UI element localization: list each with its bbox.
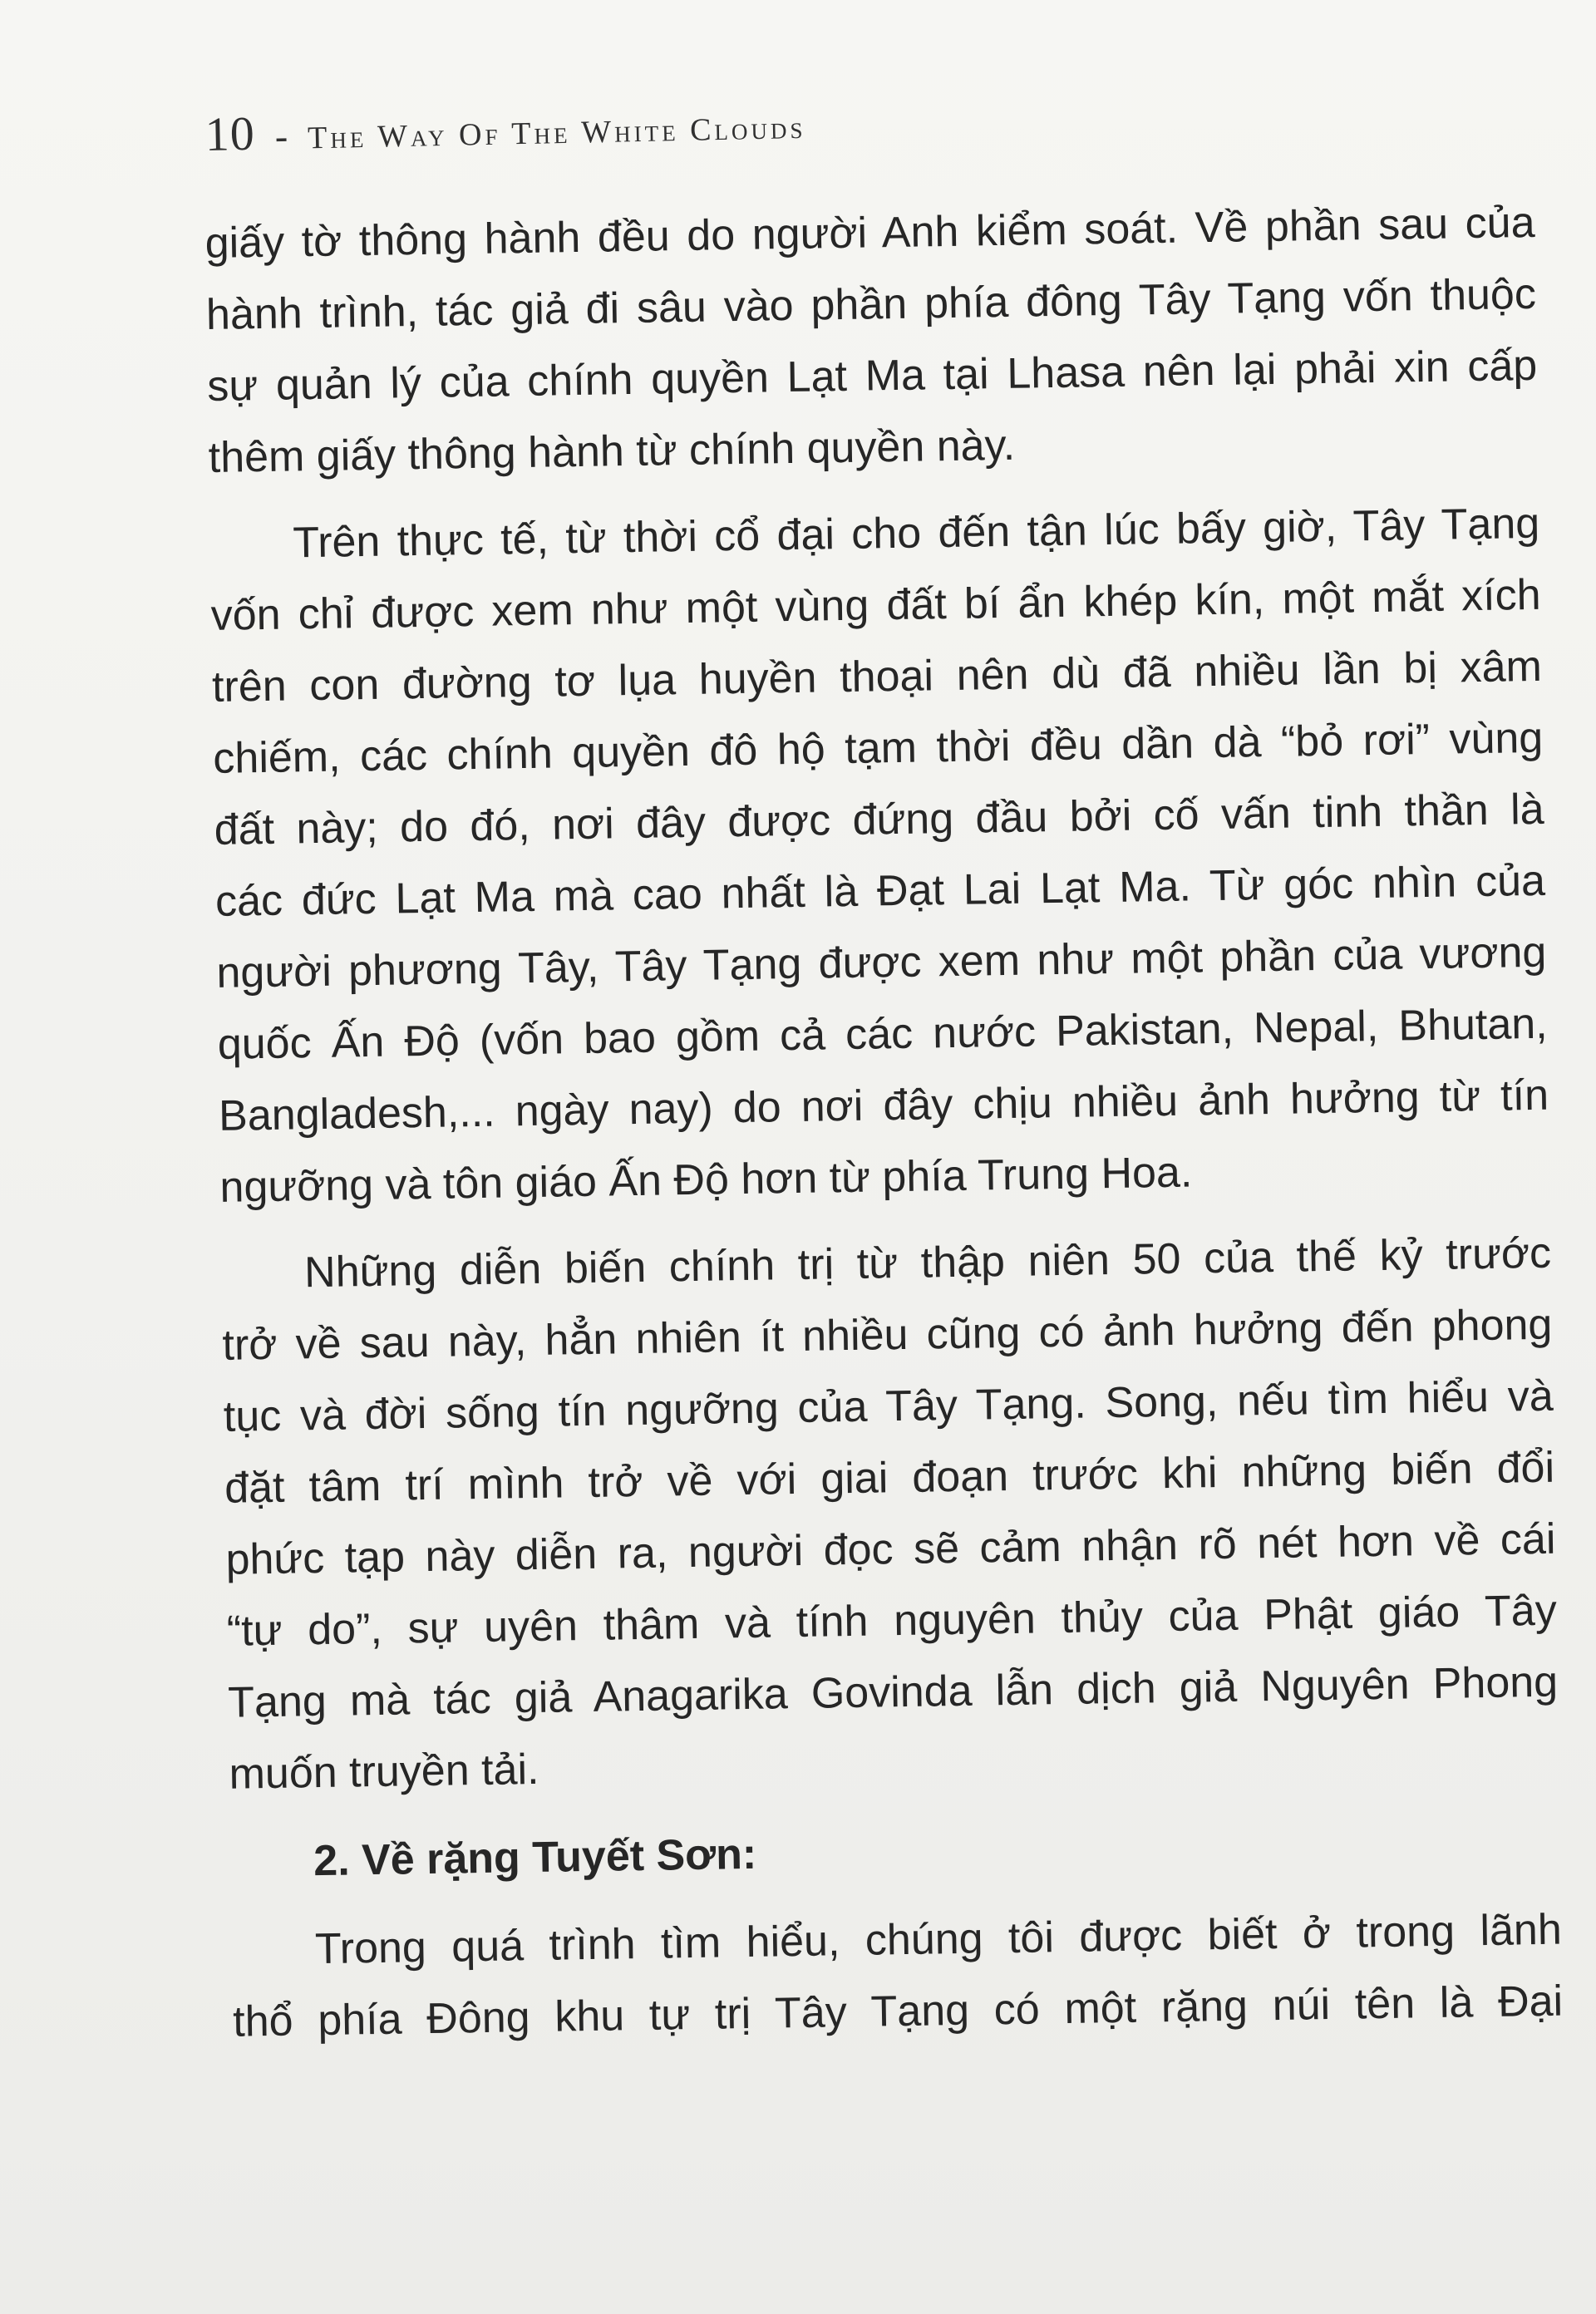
text-line: chiếm, các chính quyền đô hộ tạm thời đều dần dà “bỏ rơi” vùng	[212, 713, 1544, 783]
running-head-separator: -	[274, 114, 288, 158]
text-line: thổ phía Đông khu tự trị Tây Tạng có một rặng núi tên là Đại	[232, 1977, 1564, 2046]
text-line: ngưỡng và tôn giáo Ấn Độ hơn từ phía Trung Hoa.	[219, 1148, 1193, 1212]
paragraph-3	[220, 1218, 1559, 1810]
text-line: trên con đường tơ lụa huyền thoại nên dù đã nhiều lần bị xâm	[211, 642, 1543, 711]
text-line: tục và đời sống tín ngưỡng của Tây Tạng. Song, nếu tìm hiểu và	[223, 1371, 1554, 1441]
body-text	[204, 187, 1564, 2058]
section-heading: 2. Về rặng Tuyết Sơn:	[313, 1829, 757, 1886]
paragraph-1	[204, 187, 1539, 494]
text-line: Trong quá trình tìm hiểu, chúng tôi được biết ở trong lãnh	[314, 1905, 1563, 1974]
text-line: “tự do”, sự uyên thâm và tính nguyên thủy của Phật giáo Tây	[226, 1586, 1558, 1656]
text-line: Bangladesh,... ngày nay) do nơi đây chịu nhiều ảnh hưởng từ tín	[218, 1071, 1549, 1140]
running-head	[204, 81, 1452, 173]
text-line: muốn truyền tải.	[229, 1745, 539, 1799]
text-line: vốn chỉ được xem như một vùng đất bí ẩn khép kín, một mắt xích	[210, 570, 1541, 640]
text-line: đất này; do đó, nơi đây được đứng đầu bởi cố vấn tinh thần là	[214, 785, 1545, 854]
text-line: phức tạp này diễn ra, người đọc sẽ cảm nhận rõ nét hơn về cái	[225, 1514, 1556, 1584]
text-line: hành trình, tác giả đi sâu vào phần phía đông Tây Tạng vốn thuộc	[205, 269, 1537, 339]
text-line: các đức Lạt Ma mà cao nhất là Đạt Lai Lạt Ma. Từ góc nhìn của	[214, 856, 1546, 926]
section-paragraph	[231, 1894, 1564, 2058]
text-line: Tạng mà tác giả Anagarika Govinda lẫn dịch giả Nguyên Phong	[227, 1657, 1559, 1727]
text-line: sự quản lý của chính quyền Lạt Ma tại Lhasa nên lại phải xin cấp	[206, 341, 1538, 411]
text-line: người phương Tây, Tây Tạng được xem như một phần của vương	[216, 928, 1547, 997]
text-line: quốc Ấn Độ (vốn bao gồm cả các nước Pakistan, Nepal, Bhutan,	[217, 999, 1549, 1069]
text-line: đặt tâm trí mình trở về với giai đoạn trước khi những biến đổi	[224, 1443, 1555, 1513]
text-line: Những diễn biến chính trị từ thập niên 50 của thế kỷ trước	[303, 1228, 1552, 1297]
text-line: trở về sau này, hẳn nhiên ít nhiều cũng có ảnh hưởng đến phong	[222, 1300, 1553, 1370]
text-line: Trên thực tế, từ thời cổ đại cho đến tận lúc bấy giờ, Tây Tạng	[292, 499, 1540, 568]
book-title: The Way Of The White Clouds	[307, 110, 806, 156]
text-line: thêm giấy thông hành từ chính quyền này.	[208, 421, 1016, 482]
text-line: giấy tờ thông hành đều do người Anh kiểm soát. Về phần sau của	[204, 198, 1535, 268]
paragraph-2	[209, 488, 1550, 1223]
page-number: 10	[204, 106, 256, 161]
